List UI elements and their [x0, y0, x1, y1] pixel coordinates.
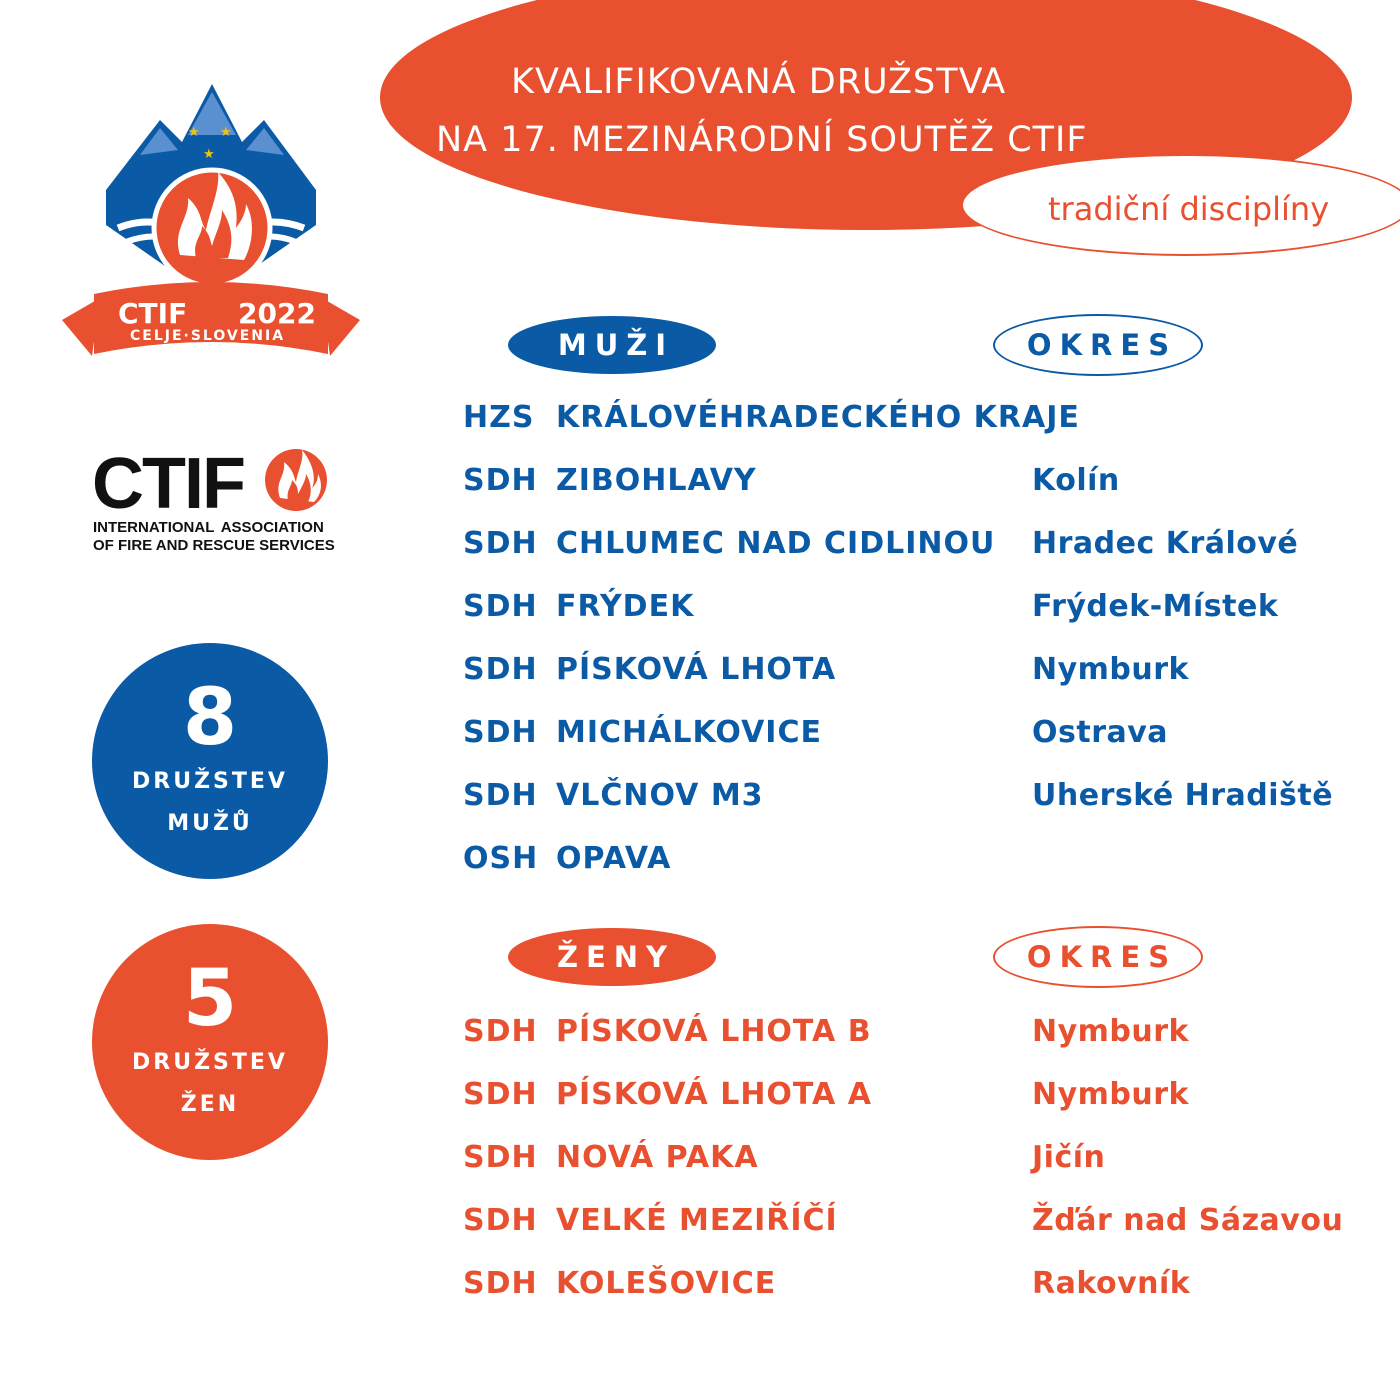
team-row: [0, 1140, 1400, 1180]
men-count: 8: [182, 673, 238, 763]
men-count-label-2: MUŽŮ: [167, 811, 253, 836]
team-prefix: SDH: [463, 652, 538, 687]
team-prefix: SDH: [463, 715, 538, 750]
team-name: VELKÉ MEZIŘÍČÍ: [556, 1203, 838, 1238]
team-district: Kolín: [1032, 463, 1120, 498]
team-district: Uherské Hradiště: [1032, 778, 1334, 813]
team-prefix: SDH: [463, 1077, 538, 1112]
team-prefix: SDH: [463, 1014, 538, 1049]
team-prefix: SDH: [463, 778, 538, 813]
page-title-line-2: NA 17. MEZINÁRODNÍ SOUTĚŽ CTIF: [436, 120, 1088, 160]
team-name: OPAVA: [556, 841, 672, 876]
team-name: PÍSKOVÁ LHOTA B: [556, 1014, 872, 1049]
ctif-association-line-2: OF FIRE AND RESCUE SERVICES: [93, 537, 335, 554]
team-prefix: SDH: [463, 1266, 538, 1301]
team-name: VLČNOV M3: [556, 778, 764, 813]
team-prefix: SDH: [463, 463, 538, 498]
team-prefix: SDH: [463, 589, 538, 624]
team-district: Žďár nad Sázavou: [1032, 1203, 1344, 1238]
team-name: PÍSKOVÁ LHOTA: [556, 652, 837, 687]
team-name: CHLUMEC NAD CIDLINOU: [556, 526, 996, 561]
women-count: 5: [182, 954, 238, 1044]
team-name: NOVÁ PAKA: [556, 1140, 759, 1175]
team-name: KOLEŠOVICE: [556, 1266, 777, 1301]
team-district: Nymburk: [1032, 1077, 1190, 1112]
team-row: [0, 841, 1400, 881]
page-subtitle: tradiční disciplíny: [1048, 190, 1330, 228]
ctif-association-line-1: INTERNATIONAL ASSOCIATION: [93, 519, 324, 536]
men-district-heading: OKRES: [993, 314, 1203, 376]
team-row: [0, 589, 1400, 629]
svg-text:★: ★: [220, 125, 232, 140]
team-prefix: SDH: [463, 1140, 538, 1175]
women-count-label-1: DRUŽSTEV: [132, 1050, 288, 1075]
women-count-label-2: ŽEN: [180, 1092, 240, 1117]
team-row: [0, 400, 1400, 440]
team-district: Frýdek-Místek: [1032, 589, 1279, 624]
team-district: Nymburk: [1032, 652, 1190, 687]
logo-place-text: CELJE·SLOVENIA: [130, 328, 286, 344]
team-name: FRÝDEK: [556, 589, 695, 624]
team-prefix: OSH: [463, 841, 539, 876]
team-row: [0, 526, 1400, 566]
logo-year-text: 2022: [238, 297, 316, 330]
svg-text:★: ★: [203, 147, 215, 162]
team-district: Jičín: [1032, 1140, 1106, 1175]
team-district: Hradec Králové: [1032, 526, 1299, 561]
team-row: [0, 778, 1400, 818]
team-prefix: HZS: [463, 400, 535, 435]
team-row: [0, 1077, 1400, 1117]
team-name: ZIBOHLAVY: [556, 463, 757, 498]
team-row: [0, 715, 1400, 755]
team-district: Ostrava: [1032, 715, 1169, 750]
team-row: [0, 1014, 1400, 1054]
svg-text:★: ★: [188, 125, 200, 140]
ctif-wordmark: CTIF: [92, 444, 244, 524]
women-heading: ŽENY: [508, 928, 716, 986]
men-count-label-1: DRUŽSTEV: [132, 769, 288, 794]
team-name: MICHÁLKOVICE: [556, 715, 822, 750]
team-name: PÍSKOVÁ LHOTA A: [556, 1077, 872, 1112]
logo-ctif-text: CTIF: [118, 297, 188, 330]
ctif-2022-logo: [60, 80, 362, 372]
team-name: KRÁLOVÉHRADECKÉHO KRAJE: [556, 400, 1080, 435]
team-prefix: SDH: [463, 526, 538, 561]
team-row: [0, 1203, 1400, 1243]
team-district: Nymburk: [1032, 1014, 1190, 1049]
women-district-heading: OKRES: [993, 926, 1203, 988]
page-title-line-1: KVALIFIKOVANÁ DRUŽSTVA: [511, 62, 1007, 102]
team-row: [0, 1266, 1400, 1306]
team-prefix: SDH: [463, 1203, 538, 1238]
team-row: [0, 652, 1400, 692]
team-district: Rakovník: [1032, 1266, 1191, 1301]
men-heading: MUŽI: [508, 316, 716, 374]
team-row: [0, 463, 1400, 503]
